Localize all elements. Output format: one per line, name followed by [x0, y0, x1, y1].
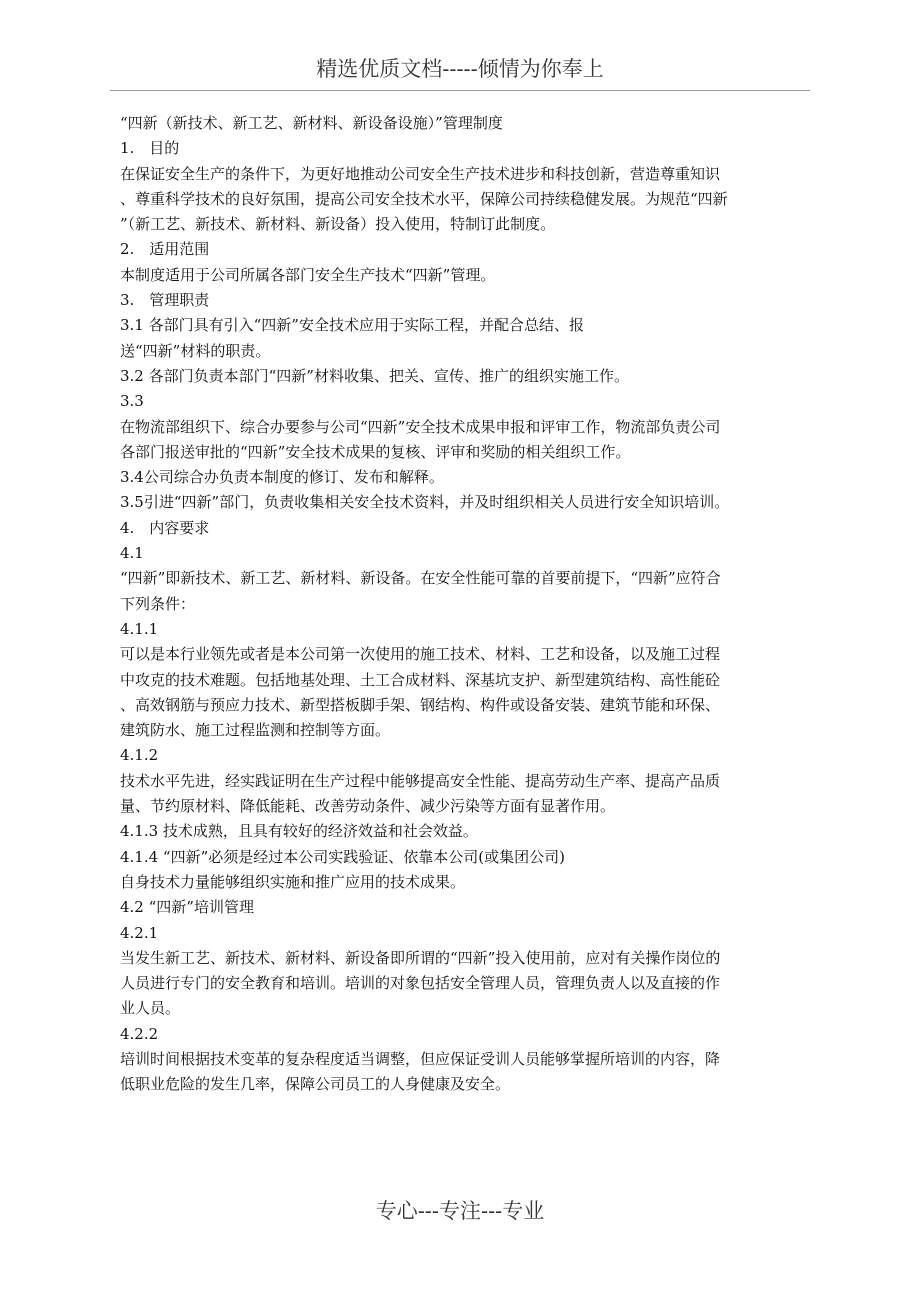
- text-line: 人员进行专门的安全教育和培训。培训的对象包括安全管理人员，管理负责人以及直接的作: [120, 974, 721, 993]
- section-heading: 3. 管理职责: [120, 291, 210, 310]
- text-line: 量、节约原材料、降低能耗、改善劳动条件、减少污染等方面有显著作用。: [120, 797, 616, 816]
- text-line: 送“四新”材料的职责。: [120, 341, 271, 360]
- text-line: 3.5引进“四新”部门，负责收集相关安全技术资料，并及时组织相关人员进行安全知识培训。: [120, 493, 730, 512]
- text-line: ”（新工艺、新技术、新材料、新设备）投入使用，特制订此制度。: [120, 215, 556, 234]
- clause-number: 4.1: [120, 544, 144, 563]
- text-line: 、尊重科学技术的良好氛围，提高公司安全技术水平，保障公司持续稳健发展。为规范“四新: [120, 189, 728, 208]
- clause-number: 4.1.1: [120, 619, 159, 638]
- text-line: 3.4公司综合办负责本制度的修订、发布和解释。: [120, 468, 444, 487]
- page-footer: 专心---专注---专业: [375, 1199, 545, 1223]
- clause-number: 3.3: [120, 392, 144, 411]
- text-line: 4.1.3 技术成熟，且具有较好的经济效益和社会效益。: [120, 822, 478, 841]
- text-line: 中攻克的技术难题。包括地基处理、土工合成材料、深基坑支护、新型建筑结构、高性能砼: [120, 670, 721, 689]
- text-line: 在物流部组织下、综合办要参与公司“四新”安全技术成果申报和评审工作，物流部负责公司: [120, 417, 721, 436]
- text-line: 3.1 各部门具有引入“四新”安全技术应用于实际工程，并配合总结、报: [120, 316, 584, 335]
- text-line: 自身技术力量能够组织实施和推广应用的技术成果。: [120, 872, 466, 891]
- document-body: [120, 111, 810, 1098]
- text-line: 建筑防水、施工过程监测和控制等方面。: [120, 721, 391, 740]
- section-heading: 2. 适用范围: [120, 240, 210, 259]
- text-line: 业人员。: [120, 999, 181, 1018]
- text-line: 下列条件：: [120, 594, 196, 613]
- clause-number: 4.2.2: [120, 1024, 159, 1043]
- text-line: 各部门报送审批的“四新”安全技术成果的复核、评审和奖励的相关组织工作。: [120, 442, 631, 461]
- text-line: 、高效钢筋与预应力技术、新型搭板脚手架、钢结构、构件或设备安装、建筑节能和环保、: [120, 695, 721, 714]
- text-line: “四新”即新技术、新工艺、新材料、新设备。在安全性能可靠的首要前提下，“四新”应符合: [120, 569, 721, 588]
- text-line: 在保证安全生产的条件下，为更好地推动公司安全生产技术进步和科技创新，营造尊重知识: [120, 164, 721, 183]
- text-line: 本制度适用于公司所属各部门安全生产技术“四新”管理。: [120, 265, 496, 284]
- text-line: 低职业危险的发生几率，保障公司员工的人身健康及安全。: [120, 1075, 511, 1094]
- text-line: 可以是本行业领先或者是本公司第一次使用的施工技术、材料、工艺和设备，以及施工过程: [120, 645, 721, 664]
- header-divider: [110, 90, 810, 91]
- document-title: “四新（新技术、新工艺、新材料、新设备设施）”管理制度: [120, 114, 503, 132]
- text-line: 培训时间根据技术变革的复杂程度适当调整，但应保证受训人员能够掌握所培训的内容，降: [120, 1049, 721, 1068]
- subsection-heading: 4.2 “四新”培训管理: [120, 898, 254, 917]
- text-line: 3.2 各部门负责本部门“四新”材料收集、把关、宣传、推广的组织实施工作。: [120, 366, 629, 385]
- text-line: 4.1.4 “四新”必须是经过本公司实践验证、依靠本公司(或集团公司): [120, 847, 565, 866]
- section-heading: 4. 内容要求: [120, 518, 210, 537]
- text-line: 技术水平先进，经实践证明在生产过程中能够提高安全性能、提高劳动生产率、提高产品质: [120, 771, 721, 790]
- clause-number: 4.2.1: [120, 923, 159, 942]
- page-header: 精选优质文档-----倾情为你奉上: [316, 57, 604, 81]
- clause-number: 4.1.2: [120, 746, 159, 765]
- text-line: 当发生新工艺、新技术、新材料、新设备即所谓的“四新”投入使用前，应对有关操作岗位的: [120, 948, 721, 967]
- section-heading: 1. 目的: [120, 139, 180, 158]
